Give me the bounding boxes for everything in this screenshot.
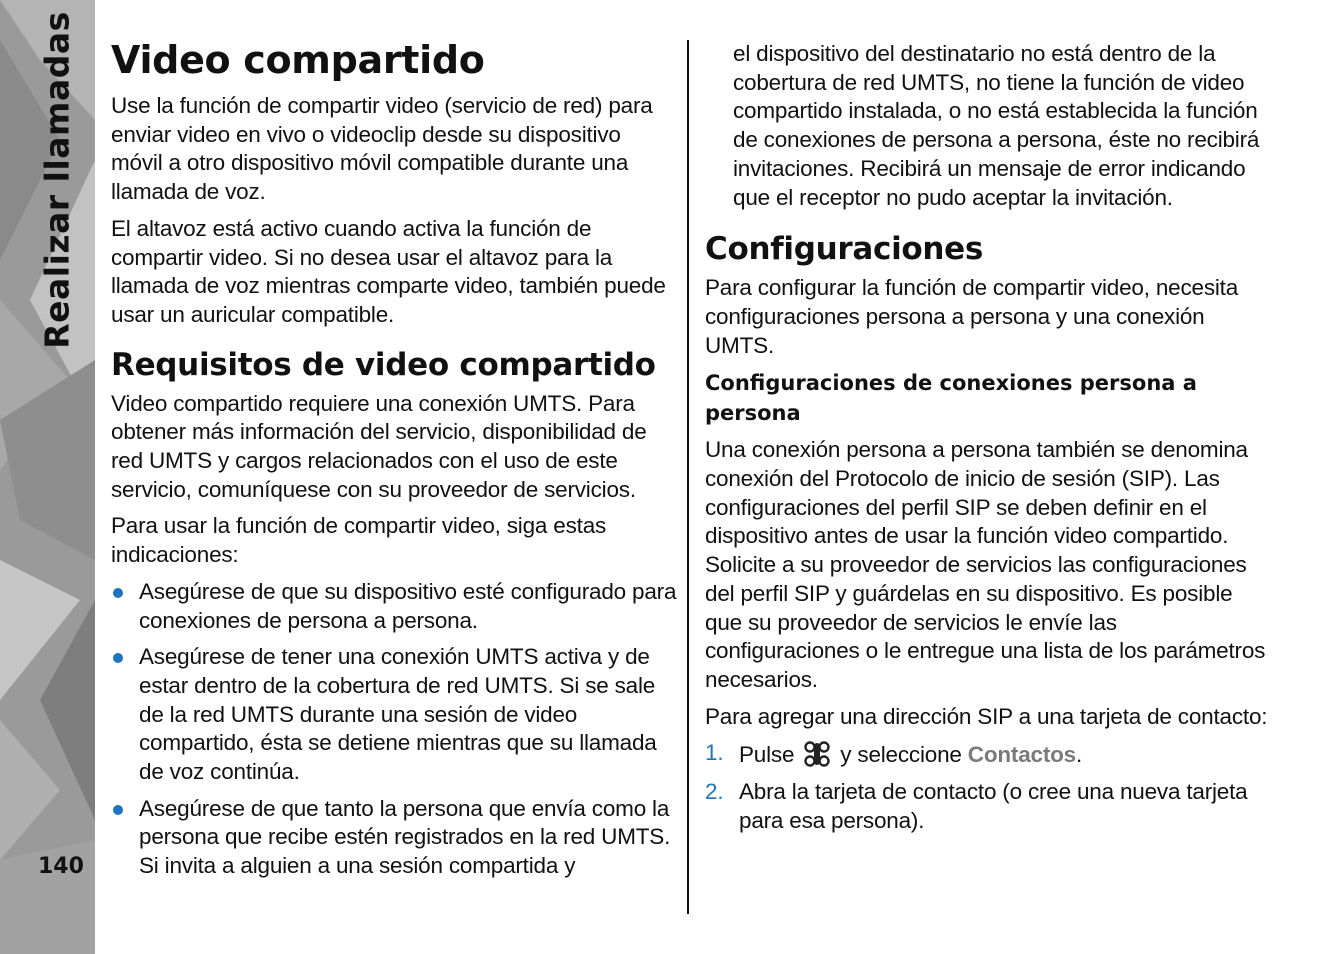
requirements-paragraph: Para usar la función de compartir video, siga estas indicaciones: [111,513,607,568]
intro-paragraph: Use la función de compartir video (servicio de red) para enviar video en vivo o videoclip desde su dispositivo móvil a otro dispositivo móvil compatible durante una llamada de voz. [111,93,653,205]
settings-paragraph: Para configurar la función de compartir video, necesita configuraciones persona a persona y una conexión UMTS. [705,275,1239,358]
p2p-paragraph: Una conexión persona a persona también se denomina conexión del Protocolo de inicio de sesión (SIP). Las configuraciones del perfil SIP se deben definir en el dispositivo antes de usar la función video compartido. Solicite a su proveedor de servicios las configuraciones del perfil SIP y guárdelas en su dispositivo. Es posible que su proveedor de servicios le envíe las configuraciones o le entregue una lista de los parámetros necesarios. [705,437,1266,692]
list-item [705,739,1275,770]
step-text: Abra la tarjeta de contacto (o cree una nueva tarjeta para esa persona). [739,779,1248,833]
column-divider [687,40,689,914]
page-number: 140 [38,854,84,879]
list-item-text: Asegúrese de que tanto la persona que envía como la persona que recibe estén registrados en la red UMTS. Si invita a alguien a una sesión compartida y [139,795,671,879]
right-column [705,40,1275,843]
list-item [705,778,1275,835]
settings-heading: Configuraciones [705,231,984,268]
step-number: 2. [705,779,724,805]
chapter-sidebar [0,0,95,954]
list-item [111,795,677,881]
requirements-list [111,578,677,881]
bullet-icon [113,588,123,598]
bullet-icon [113,805,123,815]
continuation-paragraph: el dispositivo del destinatario no está dentro de la cobertura de red UMTS, no tiene la función de video compartido instalada, o no está establecida la función de conexiones de persona a persona, éste no recibirá invitaciones. Recibirá un mensaje de error indicando que el receptor no pudo aceptar la invitación. [733,41,1260,210]
p2p-subheading: Configuraciones de conexiones persona a persona [705,371,1197,426]
page-title: Video compartido [111,38,485,82]
list-item [111,643,677,787]
requirements-heading: Requisitos de video compartido [111,346,656,383]
step-number: 1. [705,740,724,766]
list-item-text: Asegúrese de que su dispositivo esté configurado para conexiones de persona a persona. [139,578,677,633]
step-text: Pulse [739,742,795,768]
intro-paragraph: El altavoz está activo cuando activa la función de compartir video. Si no desea usar el altavoz para la llamada de voz mientras comparte video, también puede usar un auricular compatible. [111,215,666,327]
list-item [111,578,677,635]
steps-list [705,739,1275,835]
chapter-label: Realizar llamadas [37,11,77,349]
p2p-paragraph: Para agregar una dirección SIP a una tarjeta de contacto: [705,703,1268,729]
requirements-paragraph: Video compartido requiere una conexión UMTS. Para obtener más información del servicio, disponibilidad de red UMTS y cargos relacionados con el uso de este servicio, comuníquese con su proveedor de servicios. [111,390,647,502]
step-text: . [1076,742,1083,768]
bullet-icon [113,653,123,663]
left-column [111,34,677,889]
step-text: y seleccione [840,742,962,768]
contacts-term: Contactos [967,742,1076,768]
list-item-text: Asegúrese de tener una conexión UMTS activa y de estar dentro de la cobertura de red UMTS. Si se sale de la red UMTS durante una sesión de video compartido, ésta se detiene mientras que su llamada de voz continúa. [139,644,657,785]
menu-key-icon [802,739,832,769]
